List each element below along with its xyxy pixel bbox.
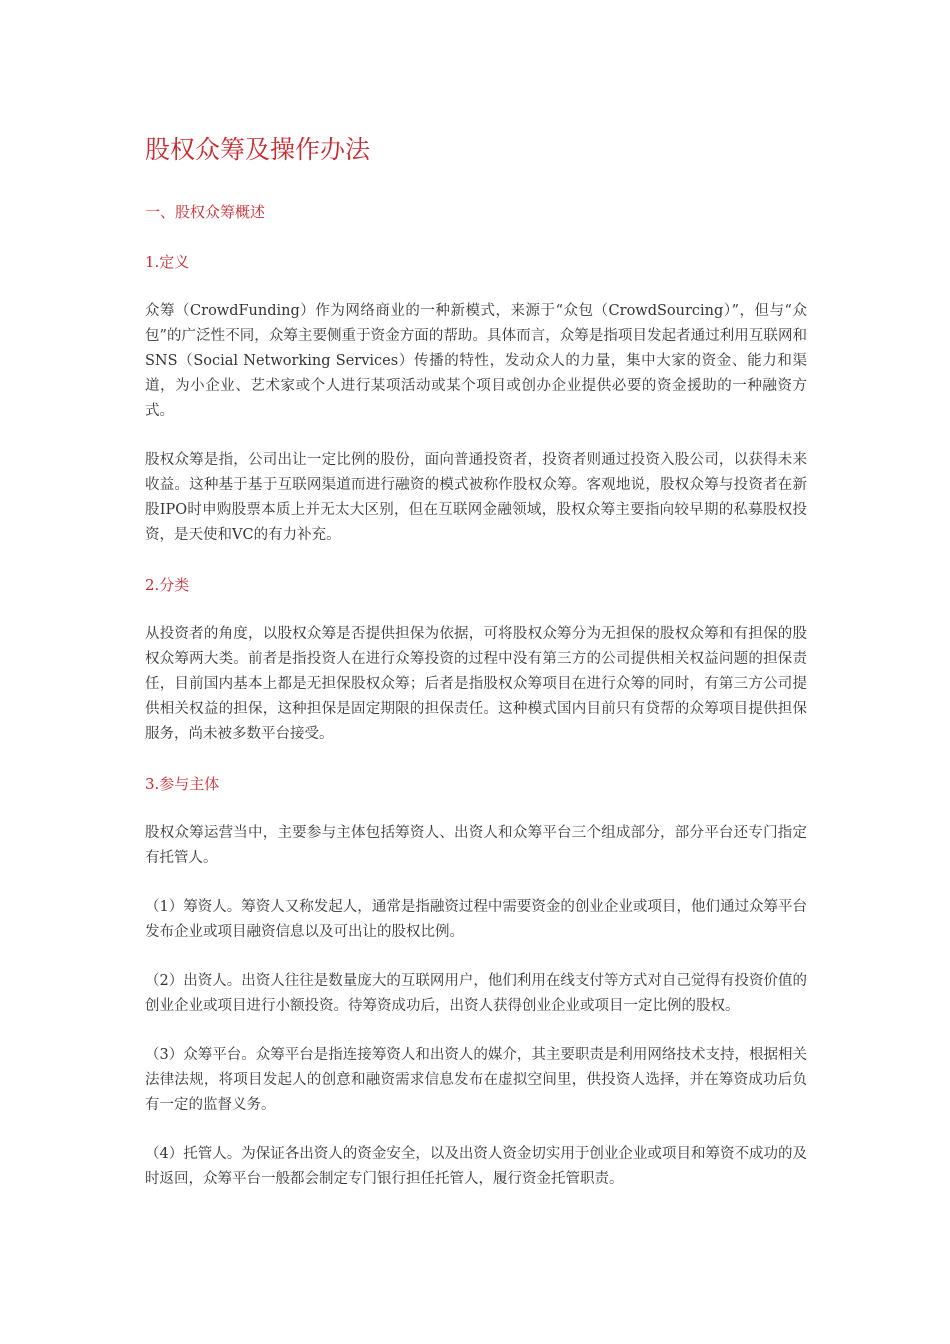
paragraph-participants-intro: 股权众筹运营当中，主要参与主体包括筹资人、出资人和众筹平台三个组成部分，部分平台还专门指定有托管人。 bbox=[145, 825, 807, 866]
paragraph-fundraiser: （1）筹资人。筹资人又称发起人，通常是指融资过程中需要资金的创业企业或项目，他们通过众筹平台发布企业或项目融资信息以及可出让的股权比例。 bbox=[145, 899, 807, 940]
paragraph-investor: （2）出资人。出资人往往是数量庞大的互联网用户，他们利用在线支付等方式对自己觉得有投资价值的创业企业或项目进行小额投资。待筹资成功后，出资人获得创业企业或项目一定比例的股权。 bbox=[145, 973, 807, 1014]
paragraph-platform: （3）众筹平台。众筹平台是指连接筹资人和出资人的媒介，其主要职责是利用网络技术支持，根据相关法律法规，将项目发起人的创意和融资需求信息发布在虚拟空间里，供投资人选择，并在筹资成功后负有一定的监督义务。 bbox=[145, 1047, 807, 1113]
document-page bbox=[145, 132, 807, 1216]
paragraph-crowdfunding-definition: 众筹（CrowdFunding）作为网络商业的一种新模式，来源于“众包（CrowdSourcing）”，但与“众包”的广泛性不同，众筹主要侧重于资金方面的帮助。具体而言，众筹是指项目发起者通过利用互联网和SNS（Social Networking Services）传播的特性，发动众人的力量，集中大家的资金、能力和渠道，为小企业、艺术家或个人进行某项活动或某个项目或创办企业提供必要的资金援助的一种融资方式。 bbox=[145, 303, 807, 419]
paragraph-classification: 从投资者的角度，以股权众筹是否提供担保为依据，可将股权众筹分为无担保的股权众筹和有担保的股权众筹两大类。前者是指投资人在进行众筹投资的过程中没有第三方的公司提供相关权益问题的担保责任，目前国内基本上都是无担保股权众筹；后者是指股权众筹项目在进行众筹的同时，有第三方公司提供相关权益的担保，这种担保是固定期限的担保责任。这种模式国内目前只有贷帮的众筹项目提供担保服务，尚未被多数平台接受。 bbox=[145, 626, 807, 742]
section-heading-overview: 一、股权众筹概述 bbox=[145, 203, 266, 221]
subheading-classification: 2.分类 bbox=[145, 576, 190, 594]
subheading-participants: 3.参与主体 bbox=[145, 775, 220, 793]
paragraph-custodian: （4）托管人。为保证各出资人的资金安全，以及出资人资金切实用于创业企业或项目和筹资不成功的及时返回，众筹平台一般都会制定专门银行担任托管人，履行资金托管职责。 bbox=[145, 1146, 807, 1187]
paragraph-equity-crowdfunding-definition: 股权众筹是指，公司出让一定比例的股份，面向普通投资者，投资者则通过投资入股公司，以获得未来收益。这种基于基于互联网渠道而进行融资的模式被称作股权众筹。客观地说，股权众筹与投资者在新股IPO时申购股票本质上并无太大区别，但在互联网金融领域，股权众筹主要指向较早期的私募股权投资，是天使和VC的有力补充。 bbox=[145, 452, 807, 543]
subheading-definition: 1.定义 bbox=[145, 253, 190, 271]
document-title: 股权众筹及操作办法 bbox=[145, 135, 371, 164]
